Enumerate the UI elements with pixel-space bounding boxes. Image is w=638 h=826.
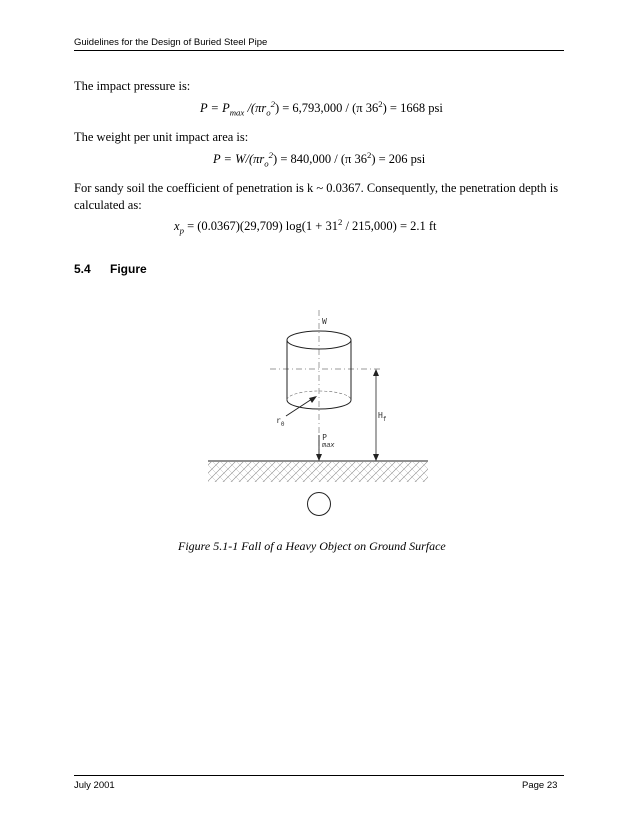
height-arrowhead-top	[373, 369, 379, 376]
buried-pipe	[308, 493, 331, 516]
paragraph-penetration: For sandy soil the coefficient of penetration is k ~ 0.0367. Consequently, the penetration depth is calculated as:	[74, 181, 559, 212]
running-header: Guidelines for the Design of Buried Steel Pipe	[74, 37, 268, 48]
section-title: Figure	[110, 262, 147, 276]
radius-arrowhead	[309, 396, 317, 403]
footer-page-number: Page 23	[522, 780, 558, 791]
impact-figure	[200, 305, 440, 530]
label-pmax: P max	[322, 433, 335, 449]
label-w: W	[322, 317, 327, 326]
figure-caption: Figure 5.1-1 Fall of a Heavy Object on Ground Surface	[178, 539, 446, 553]
paragraph-impact-pressure: The impact pressure is:	[74, 79, 191, 93]
equation-penetration-depth: $x_p = (0.0367)(29,709) \log(1 + 31^2 / 215,000) = 2.1$ ft	[174, 217, 437, 236]
header-rule	[74, 50, 564, 51]
paragraph-weight-per-area: The weight per unit impact area is:	[74, 130, 249, 144]
equation-weight-per-area: $P = W/(\pi r_o^2) = 840,000 / (\pi$ $36^2) = 206$ psi	[213, 150, 426, 169]
label-hf: $H_f$	[378, 411, 387, 423]
footer-rule	[74, 775, 564, 776]
soil-hatching	[208, 462, 428, 482]
section-number: 5.4	[74, 262, 91, 276]
label-r0: $r_0$	[276, 416, 285, 428]
equation-impact-pressure: $P = P_{max}$ $/(\pi r_o^2) = 6,793,000 / (\pi$ $36^2) = 1668$ psi	[200, 99, 443, 118]
height-arrowhead-bottom	[373, 454, 379, 461]
pmax-arrowhead	[316, 454, 322, 461]
footer-date: July 2001	[74, 780, 115, 791]
